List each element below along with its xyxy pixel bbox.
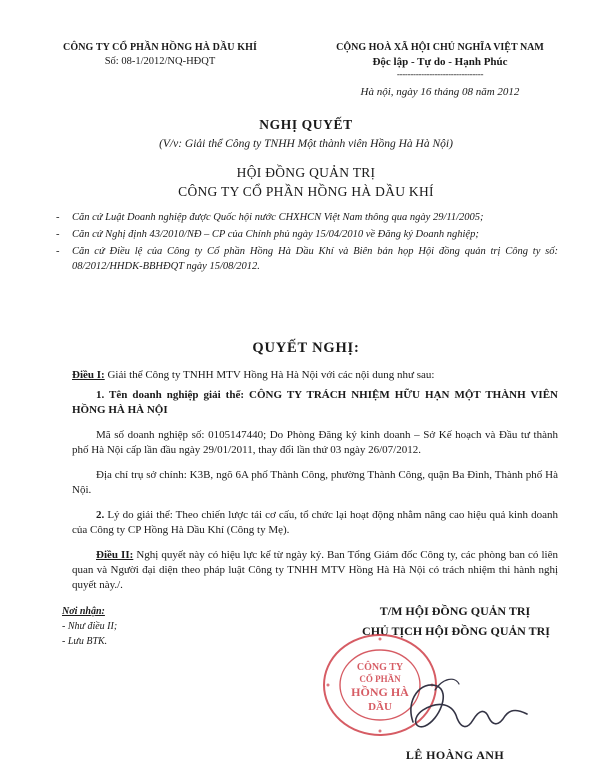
issuer-block [40, 42, 280, 67]
recipients-title: Nơi nhận: [62, 606, 105, 617]
legal-bases [56, 210, 558, 276]
bullet-dash: - [56, 229, 60, 240]
recipient-item: - Lưu BTK. [62, 636, 108, 647]
legal-basis-text: Căn cứ Điều lệ của Công ty Cổ phần Hồng Hà Dầu Khí và Biên bản họp Hội đồng quản trị Công ty số: 08/2012/HHDK-BBHĐQT ngày 15/08/2012. [72, 246, 558, 272]
seal-text-line: CỔ PHẦN [359, 674, 401, 684]
signer-name: LÊ HOÀNG ANH [405, 748, 505, 762]
issuer-company-name: CÔNG TY CỔ PHẦN HỒNG HÀ DẦU KHÍ [63, 42, 257, 53]
legal-basis-text: Căn cứ Luật Doanh nghiệp được Quốc hội nước CHXHCN Việt Nam thông qua ngày 29/11/2005; [72, 212, 484, 223]
dissolved-company-name: CÔNG TY TRÁCH NHIỆM HỮU HẠN MỘT THÀNH VIÊN HỒNG HÀ HÀ NỘI [72, 389, 558, 416]
council-name: HỘI ĐỒNG QUẢN TRỊ [236, 165, 376, 180]
registration-info: Mã số doanh nghiệp số: 0105147440; Do Phòng Đăng ký kinh doanh – Sở Kế hoạch và Đầu tư thành phố Hà Nội cấp lần đầu ngày 29/01/2011, thay đổi lần thứ 03 ngày 26/07/2012. [72, 429, 558, 456]
article-1-intro [72, 368, 558, 383]
item-2-text: Lý do giải thể: Theo chiến lược tái cơ cấu, tổ chức lại hoạt động nhằm nâng cao hiệu quả kinh doanh của Công ty CP Hồng Hà Dầu Khí (Công ty Mẹ). [72, 509, 558, 536]
article-1-label: Điều I: [72, 369, 105, 381]
legal-basis [56, 227, 558, 242]
legal-basis [56, 244, 558, 274]
signature-position: CHỦ TỊCH HỘI ĐỒNG QUẢN TRỊ [362, 624, 550, 638]
article-1-item-1 [72, 388, 558, 418]
council-company: CÔNG TY CỔ PHẦN HỒNG HÀ DẦU KHÍ [178, 184, 434, 199]
signature-on-behalf: T/M HỘI ĐỒNG QUẢN TRỊ [379, 604, 531, 618]
article-2-text: Nghị quyết này có hiệu lực kể từ ngày ký. Ban Tổng Giám đốc Công ty, các phòng ban có liên quan và Người đại diện theo pháp luật Công ty TNHH MTV Hồng Hà Hà Nội có trách nhiệm thi hành nghị quyết này./. [72, 549, 558, 591]
national-header [290, 42, 590, 98]
article-1-text: Giải thể Công ty TNHH MTV Hồng Hà Hà Nội với các nội dung như sau: [104, 369, 435, 381]
legal-basis-text: Căn cứ Nghị định 43/2010/NĐ – CP của Chính phủ ngày 15/04/2010 về Đăng ký Doanh nghiệp; [72, 229, 479, 240]
document-number: Số: 08-1/2012/NQ-HĐQT [104, 56, 216, 67]
recipient-item: - Như điều II; [62, 621, 118, 632]
bullet-dash: - [56, 212, 60, 223]
article-2-label: Điều II: [96, 549, 134, 561]
document-title: NGHỊ QUYẾT [259, 117, 353, 132]
issue-date: Hà nội, ngày 16 tháng 08 năm 2012 [360, 86, 520, 98]
item-1-label: 1. Tên doanh nghiệp giải thể: [96, 389, 245, 401]
seal-text-line: CÔNG TY [356, 662, 404, 673]
legal-basis [56, 210, 558, 225]
article-1-item-2 [72, 508, 558, 538]
seal-text-line: DẦU [368, 701, 392, 713]
head-office-address: Địa chỉ trụ sở chính: K3B, ngõ 6A phố Thành Công, phường Thành Công, quận Ba Đình, Thành phố Hà Nội. [72, 469, 558, 496]
recipients-block [62, 604, 117, 649]
national-motto: Độc lập - Tự do - Hạnh Phúc [372, 56, 508, 68]
motto-divider: -------------------------------- [396, 69, 484, 79]
nation-name: CỘNG HOÀ XÃ HỘI CHỦ NGHĨA VIỆT NAM [336, 42, 544, 53]
article-2 [72, 548, 558, 593]
decision-heading: QUYẾT NGHỊ: [252, 340, 360, 356]
item-2-label: 2. [96, 509, 105, 521]
bullet-dash: - [56, 246, 60, 257]
document-subject: (V/v: Giải thể Công ty TNHH Một thành viên Hồng Hà Hà Nội) [159, 138, 453, 150]
handwritten-signature [395, 670, 535, 740]
seal-text-line: HỒNG HÀ [351, 685, 409, 699]
